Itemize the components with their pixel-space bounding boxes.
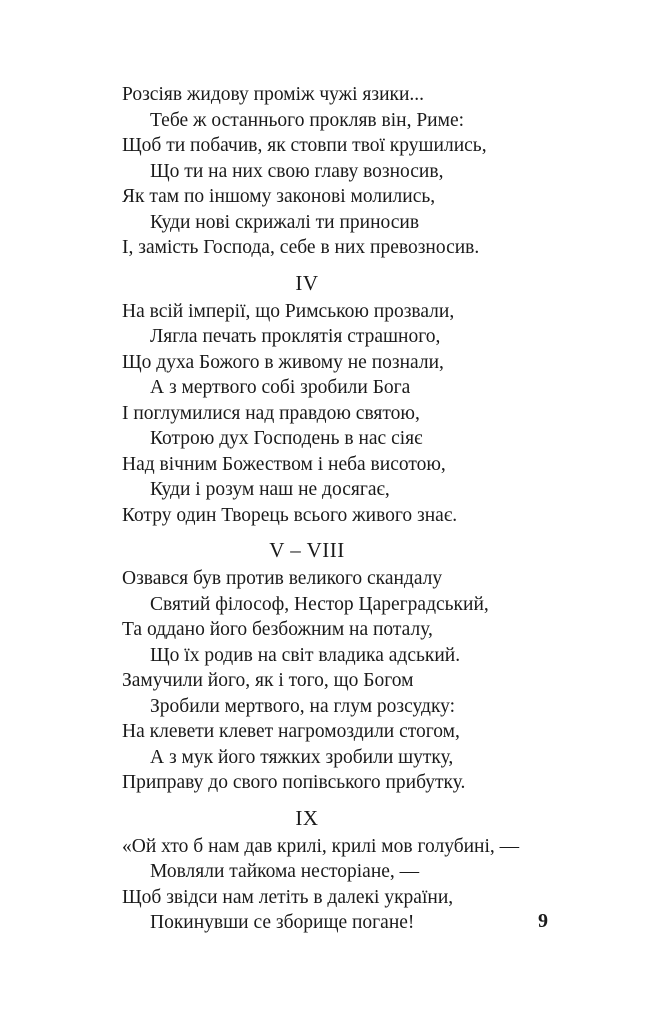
poem-line: На клевети клевет нагромоздили стогом,: [122, 721, 460, 742]
poem-line: Мовляли тайкома несторіане, —: [150, 861, 420, 882]
poem-line: А з мертвого собі зробили Бога: [150, 377, 411, 398]
poem-line: А з мук його тяжких зробили шутку,: [150, 746, 454, 768]
poem-line: Зробили мертвого, на глум розсудку:: [150, 695, 456, 717]
poem-line: Щоб звідси нам летіть в далекі україни,: [122, 886, 454, 908]
stanza-1: [122, 82, 562, 261]
poem-line: І, замість Господа, себе в них превозносив.: [122, 237, 480, 258]
stanza-2: [122, 299, 562, 529]
poem-line: На всій імперії, що Римською прозвали,: [122, 300, 455, 322]
poem-line: Тебе ж останнього прокляв він, Риме:: [150, 109, 465, 131]
poem-line: Що їх родив на світ владика адський.: [150, 644, 461, 666]
poem-line: Покинувши се зборище погане!: [150, 912, 415, 933]
poem-line: Лягла печать проклятія страшного,: [150, 326, 441, 347]
poem-line: Та оддано його безбожним на поталу,: [122, 619, 433, 640]
poem-line: Приправу до свого попівського прибутку.: [122, 772, 466, 793]
poem-page: [122, 82, 562, 936]
poem-line: Що ти на них свою главу возносив,: [150, 160, 444, 182]
poem-line: Куди нові скрижалі ти приносив: [150, 211, 420, 233]
section-heading: IX: [295, 805, 319, 830]
poem-line: Святий філософ, Нестор Цареградський,: [150, 593, 489, 615]
poem-line: І поглумилися над правдою святою,: [122, 402, 420, 424]
poem-line: Котру один Творець всього живого знає.: [122, 504, 458, 526]
poem-line: Замучили його, як і того, що Богом: [122, 670, 414, 691]
stanza-3: [122, 566, 562, 796]
poem-line: Щоб ти побачив, як стовпи твої крушились,: [122, 135, 487, 156]
page-number: 9: [538, 910, 548, 932]
section-heading: V – VIII: [269, 538, 345, 562]
section-heading: IV: [295, 270, 319, 295]
poem-line: Що духа Божого в живому не познали,: [122, 351, 444, 373]
poem-line: Як там по іншому законові молились,: [122, 186, 436, 207]
poem-line: Озвався був против великого скандалу: [122, 568, 443, 589]
poem-line: Над вічним Божеством і неба висотою,: [122, 453, 446, 475]
poem-line: Куди і розум наш не досягає,: [150, 479, 390, 500]
stanza-4: [122, 834, 562, 936]
poem-line: Котрою дух Господень в нас сіяє: [150, 428, 423, 449]
poem-line: Розсіяв жидову проміж чужі язики...: [122, 84, 425, 105]
poem-line: «Ой хто б нам дав крилі, крилі мов голубині, —: [122, 835, 520, 857]
